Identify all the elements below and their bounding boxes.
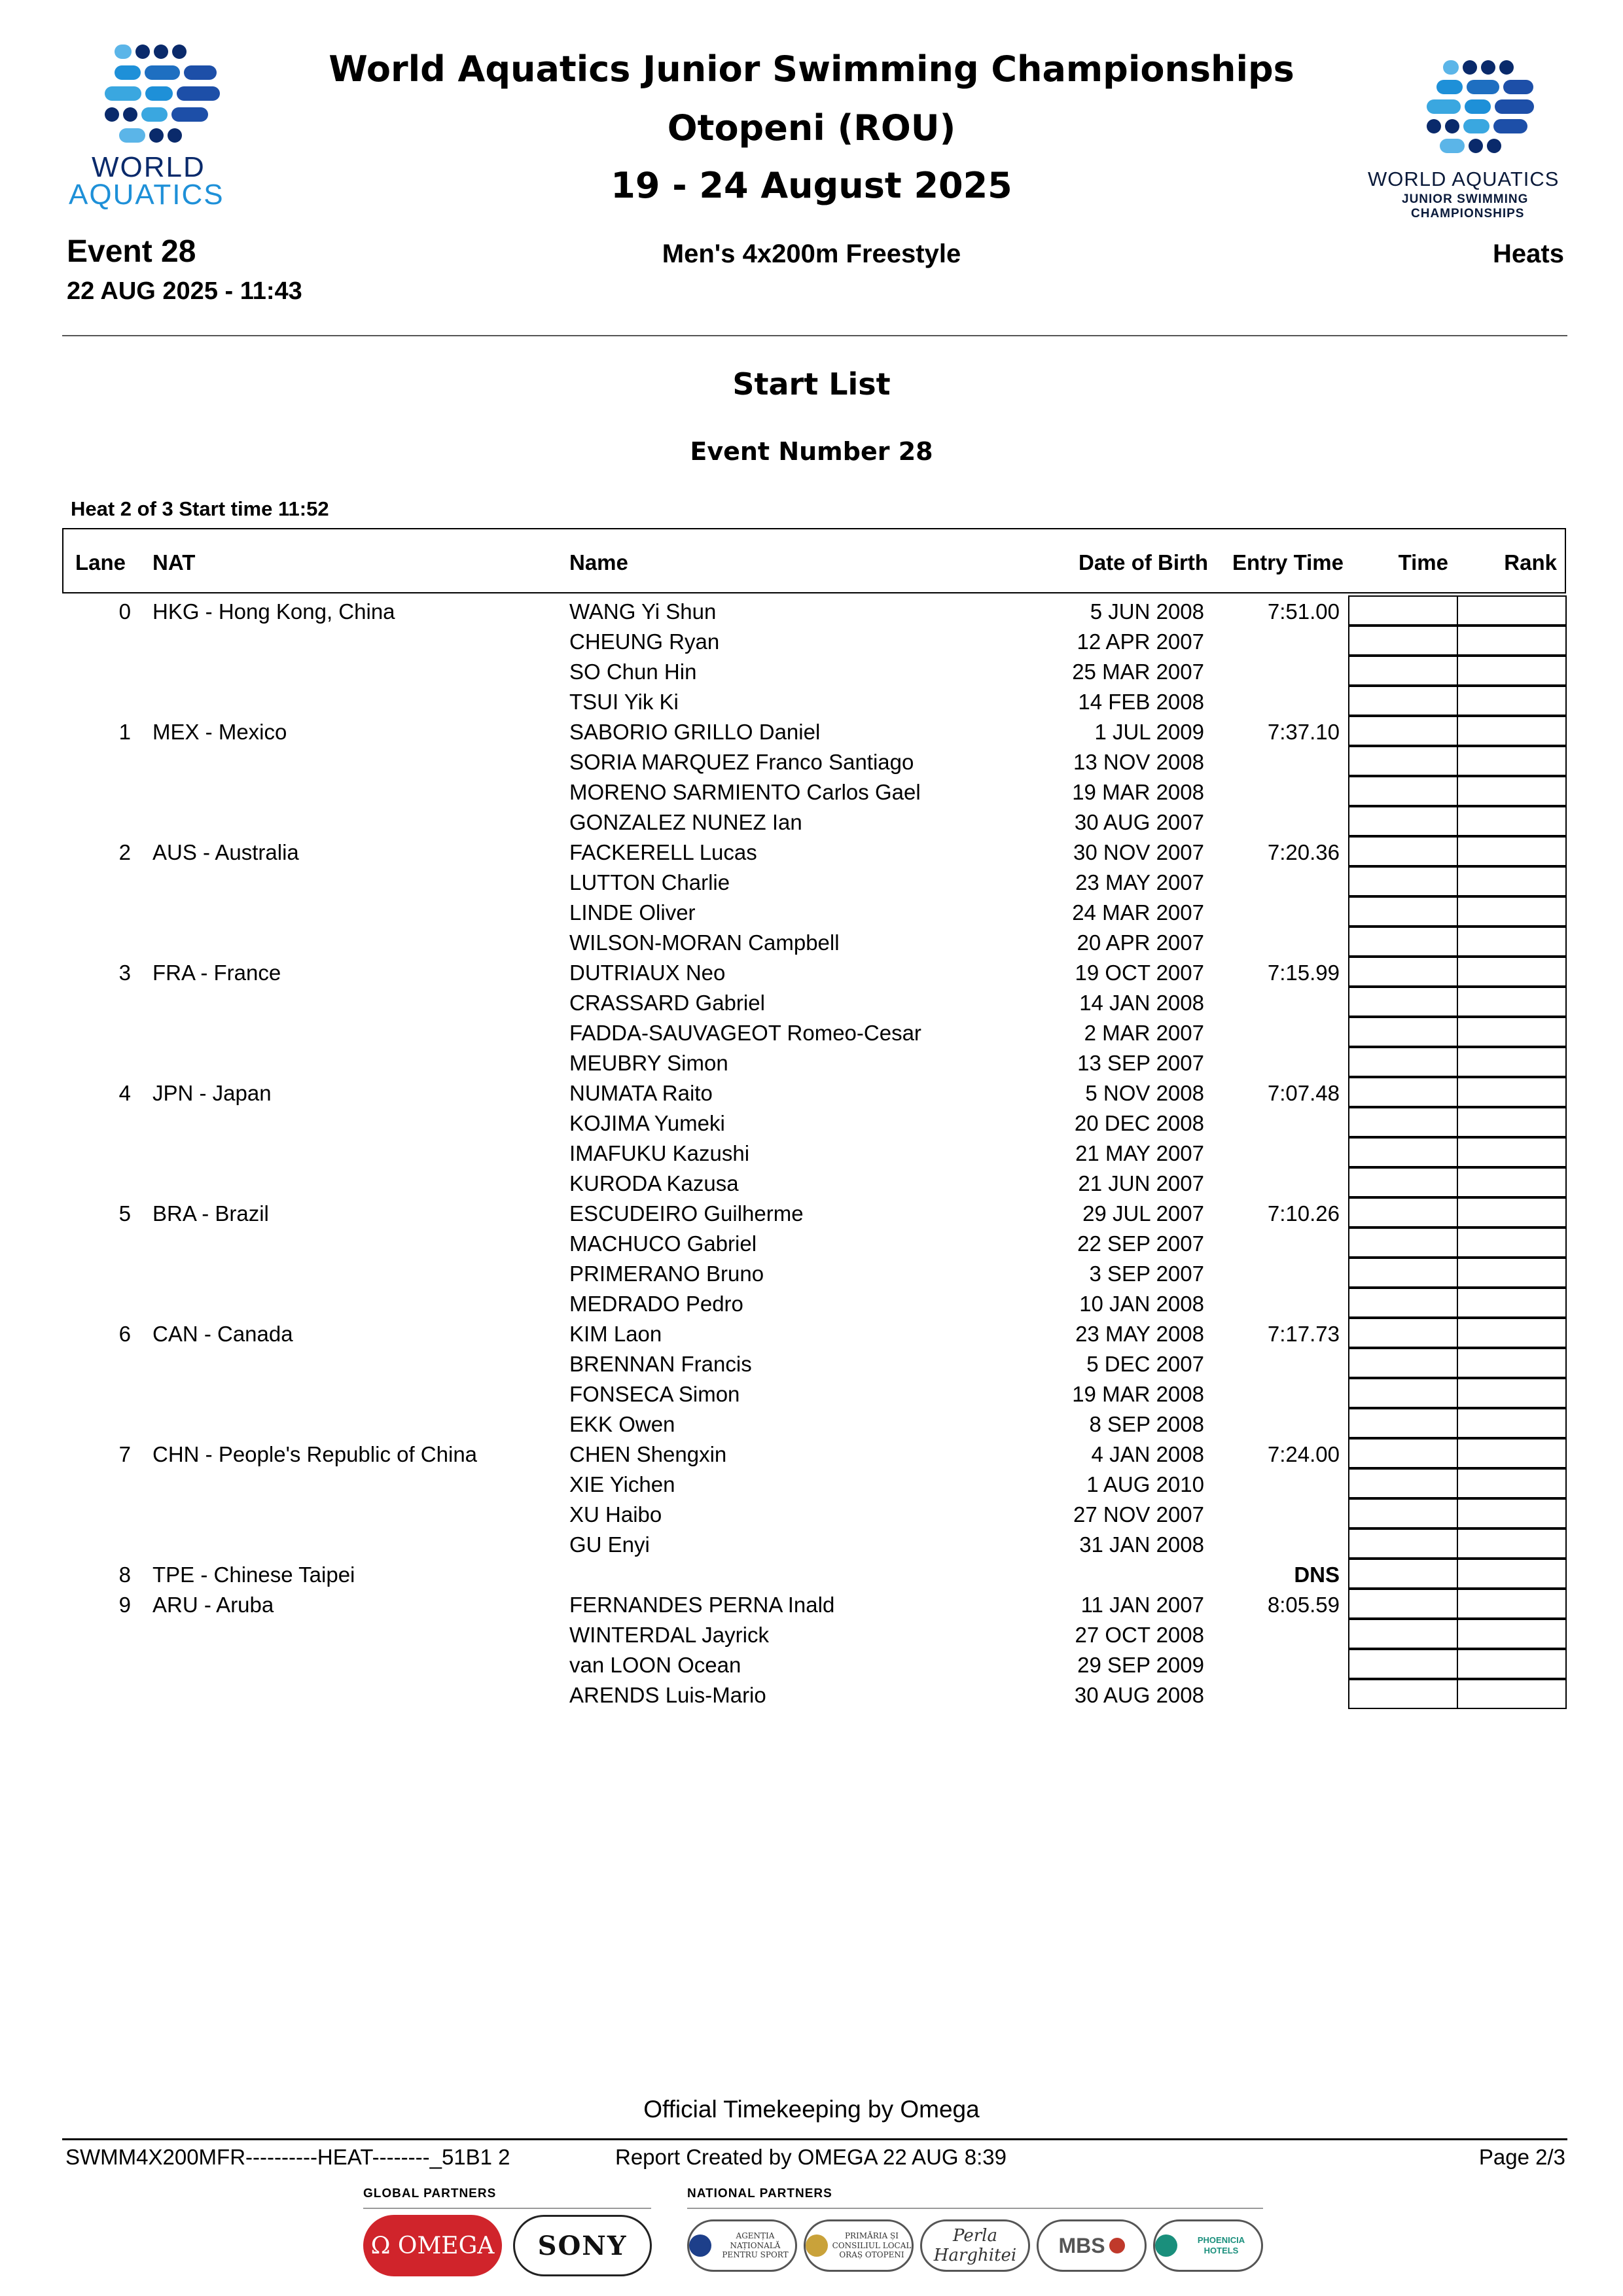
table-row — [0, 1227, 1623, 1258]
time-box — [1348, 927, 1458, 957]
lane-cell: 4 — [118, 1081, 131, 1105]
table-row — [0, 1017, 1623, 1047]
name-cell: NUMATA Raito — [569, 1081, 713, 1105]
table-row — [0, 1258, 1623, 1288]
table-row — [0, 1137, 1623, 1167]
rank-box — [1457, 656, 1567, 686]
name-cell: MEDRADO Pedro — [569, 1292, 743, 1316]
page-number: Page 2/3 — [1478, 2145, 1565, 2169]
time-box — [1348, 1619, 1458, 1649]
table-row — [0, 866, 1623, 896]
name-cell: LINDE Oliver — [569, 900, 696, 925]
table-row — [0, 1468, 1623, 1498]
dob-cell: 10 JAN 2008 — [1079, 1292, 1204, 1316]
perla-harghitei-logo: Perla Harghitei — [920, 2219, 1030, 2272]
name-cell: DUTRIAUX Neo — [569, 961, 726, 985]
dob-cell: 21 JUN 2007 — [1078, 1171, 1204, 1195]
time-box — [1348, 1348, 1458, 1378]
table-row — [0, 1619, 1623, 1649]
rank-box — [1457, 866, 1567, 896]
dob-cell: 29 JUL 2007 — [1082, 1201, 1204, 1226]
time-box — [1348, 1438, 1458, 1468]
table-row — [0, 626, 1623, 656]
rank-box — [1457, 595, 1567, 626]
table-row — [0, 656, 1623, 686]
name-cell: PRIMERANO Bruno — [569, 1262, 764, 1286]
lane-cell: 0 — [118, 599, 131, 624]
rank-box — [1457, 1348, 1567, 1378]
dob-cell: 13 NOV 2008 — [1073, 750, 1204, 774]
omega-logo: Ω OMEGA — [363, 2215, 502, 2276]
name-cell: WANG Yi Shun — [569, 599, 717, 624]
name-cell: SO Chun Hin — [569, 660, 697, 684]
rank-box — [1457, 1077, 1567, 1107]
table-row — [0, 1288, 1623, 1318]
time-box — [1348, 806, 1458, 836]
table-row — [0, 1498, 1623, 1528]
time-box — [1348, 1378, 1458, 1408]
name-cell: CHEUNG Ryan — [569, 629, 720, 654]
time-box — [1348, 1318, 1458, 1348]
time-box — [1348, 1528, 1458, 1559]
entry-time-cell: 7:20.36 — [1267, 840, 1340, 864]
national-partners-label: NATIONAL PARTNERS — [687, 2187, 832, 2200]
phoenicia-mark-icon — [1155, 2234, 1177, 2257]
rank-box — [1457, 957, 1567, 987]
dob-cell: 13 SEP 2007 — [1077, 1051, 1204, 1075]
rank-box — [1457, 626, 1567, 656]
report-created: Report Created by OMEGA 22 AUG 8:39 — [615, 2145, 1007, 2169]
time-box — [1348, 1107, 1458, 1137]
name-cell: GU Enyi — [569, 1532, 650, 1557]
dob-cell: 14 JAN 2008 — [1079, 991, 1204, 1015]
entry-time-cell: 7:15.99 — [1267, 961, 1340, 985]
table-row — [0, 595, 1623, 626]
rank-box — [1457, 1288, 1567, 1318]
name-cell: KIM Laon — [569, 1322, 662, 1346]
nat-cell: TPE - Chinese Taipei — [152, 1563, 355, 1587]
table-row — [0, 1528, 1623, 1559]
name-cell: EKK Owen — [569, 1412, 675, 1436]
dob-cell: 4 JAN 2008 — [1091, 1442, 1204, 1466]
time-box — [1348, 716, 1458, 746]
table-row — [0, 686, 1623, 716]
rank-box — [1457, 1528, 1567, 1559]
time-box — [1348, 626, 1458, 656]
entry-time-cell: 7:17.73 — [1267, 1322, 1340, 1346]
coat-of-arms-icon — [806, 2234, 828, 2257]
table-row — [0, 776, 1623, 806]
name-cell: FERNANDES PERNA Inald — [569, 1593, 835, 1617]
name-cell: SORIA MARQUEZ Franco Santiago — [569, 750, 914, 774]
crest-icon — [689, 2234, 711, 2257]
rank-box — [1457, 1408, 1567, 1438]
dob-cell: 19 MAR 2008 — [1072, 780, 1204, 804]
table-row — [0, 1679, 1623, 1709]
rank-box — [1457, 716, 1567, 746]
heat-info: Heat 2 of 3 Start time 11:52 — [71, 497, 329, 520]
footer-divider — [62, 2138, 1567, 2140]
mbs-mark-icon — [1109, 2238, 1125, 2253]
time-box — [1348, 1077, 1458, 1107]
table-row — [0, 1438, 1623, 1468]
table-row — [0, 1559, 1623, 1589]
nat-cell: CHN - People's Republic of China — [152, 1442, 478, 1466]
rank-box — [1457, 746, 1567, 776]
table-row — [0, 1107, 1623, 1137]
logo-word-world: WORLD — [92, 151, 205, 183]
nat-cell: HKG - Hong Kong, China — [152, 599, 395, 624]
entry-time-cell: 7:37.10 — [1267, 720, 1340, 744]
nat-cell: MEX - Mexico — [152, 720, 287, 744]
entry-time-cell: 7:10.26 — [1267, 1201, 1340, 1226]
name-cell: LUTTON Charlie — [569, 870, 730, 894]
lane-cell: 1 — [118, 720, 131, 744]
time-box — [1348, 1649, 1458, 1679]
table-header — [62, 528, 1566, 593]
dob-cell: 27 NOV 2007 — [1073, 1502, 1204, 1527]
dob-cell: 12 APR 2007 — [1077, 629, 1204, 654]
name-cell: van LOON Ocean — [569, 1653, 741, 1677]
lane-cell: 8 — [118, 1563, 131, 1587]
dob-cell: 31 JAN 2008 — [1079, 1532, 1204, 1557]
dob-cell: 5 JUN 2008 — [1090, 599, 1204, 624]
time-box — [1348, 1258, 1458, 1288]
rank-box — [1457, 1197, 1567, 1227]
dob-cell: 14 FEB 2008 — [1078, 690, 1204, 714]
table-row — [0, 927, 1623, 957]
dob-cell: 5 DEC 2007 — [1086, 1352, 1204, 1376]
entry-time-cell: 7:24.00 — [1267, 1442, 1340, 1466]
dob-cell: 19 OCT 2007 — [1075, 961, 1204, 985]
mbs-logo: MBS — [1037, 2219, 1147, 2272]
name-cell: IMAFUKU Kazushi — [569, 1141, 750, 1165]
table-row — [0, 1649, 1623, 1679]
nat-cell: JPN - Japan — [152, 1081, 272, 1105]
national-sport-agency-logo: AGENȚIA NAȚIONALĂ PENTRU SPORT — [687, 2219, 797, 2272]
name-cell: XU Haibo — [569, 1502, 662, 1527]
dob-cell: 8 SEP 2008 — [1089, 1412, 1204, 1436]
rank-box — [1457, 1167, 1567, 1197]
global-partners-rule — [363, 2208, 651, 2209]
dob-cell: 1 AUG 2010 — [1086, 1472, 1204, 1496]
table-row — [0, 806, 1623, 836]
col-dob: Date of Birth — [1079, 550, 1208, 574]
section-title: Start List — [732, 366, 891, 402]
logo-right-line1: WORLD AQUATICS — [1368, 168, 1560, 190]
event-datetime: 22 AUG 2025 - 11:43 — [67, 277, 302, 305]
dates-title: 19 - 24 August 2025 — [611, 165, 1012, 206]
rank-box — [1457, 927, 1567, 957]
otopeni-council-logo: PRIMĂRIA ȘI CONSILIUL LOCAL ORAȘ OTOPENI — [804, 2219, 914, 2272]
col-rank: Rank — [1504, 550, 1557, 574]
name-cell: GONZALEZ NUNEZ Ian — [569, 810, 802, 834]
name-cell: WILSON-MORAN Campbell — [569, 930, 840, 955]
logo-right-line2: JUNIOR SWIMMING — [1402, 192, 1529, 206]
event-label: Event 28 — [67, 234, 196, 269]
table-row — [0, 1047, 1623, 1077]
dob-cell: 30 NOV 2007 — [1073, 840, 1204, 864]
dob-cell: 5 NOV 2008 — [1085, 1081, 1204, 1105]
global-partners-label: GLOBAL PARTNERS — [363, 2187, 497, 2200]
rank-box — [1457, 1438, 1567, 1468]
time-box — [1348, 1017, 1458, 1047]
table-row — [0, 1348, 1623, 1378]
nat-cell: ARU - Aruba — [152, 1593, 274, 1617]
table-row — [0, 1197, 1623, 1227]
event-number: Event Number 28 — [690, 437, 933, 466]
event-phase: Heats — [1493, 239, 1564, 268]
dob-cell: 29 SEP 2009 — [1077, 1653, 1204, 1677]
table-row — [0, 1167, 1623, 1197]
name-cell: KOJIMA Yumeki — [569, 1111, 725, 1135]
time-box — [1348, 1679, 1458, 1709]
name-cell: TSUI Yik Ki — [569, 690, 679, 714]
dob-cell: 25 MAR 2007 — [1072, 660, 1204, 684]
time-box — [1348, 1137, 1458, 1167]
dob-cell: 3 SEP 2007 — [1089, 1262, 1204, 1286]
time-box — [1348, 896, 1458, 927]
name-cell: FONSECA Simon — [569, 1382, 740, 1406]
entry-time-cell: 8:05.59 — [1267, 1593, 1340, 1617]
time-box — [1348, 1047, 1458, 1077]
name-cell: BRENNAN Francis — [569, 1352, 752, 1376]
col-time: Time — [1398, 550, 1448, 574]
time-box — [1348, 656, 1458, 686]
dob-cell: 24 MAR 2007 — [1072, 900, 1204, 925]
col-lane: Lane — [75, 550, 126, 574]
dob-cell: 2 MAR 2007 — [1084, 1021, 1204, 1045]
dob-cell: 20 APR 2007 — [1077, 930, 1204, 955]
dob-cell: 20 DEC 2008 — [1074, 1111, 1204, 1135]
lane-cell: 3 — [118, 961, 131, 985]
name-cell: MORENO SARMIENTO Carlos Gael — [569, 780, 921, 804]
table-row — [0, 987, 1623, 1017]
rank-box — [1457, 1227, 1567, 1258]
entry-time-cell: 7:51.00 — [1267, 599, 1340, 624]
entry-time-cell: 7:07.48 — [1267, 1081, 1340, 1105]
header-divider — [62, 335, 1567, 336]
time-box — [1348, 836, 1458, 866]
col-entry-time: Entry Time — [1232, 550, 1344, 574]
time-box — [1348, 1468, 1458, 1498]
time-box — [1348, 746, 1458, 776]
rank-box — [1457, 1047, 1567, 1077]
sony-logo: SONY — [513, 2215, 652, 2276]
time-box — [1348, 776, 1458, 806]
dob-cell: 22 SEP 2007 — [1077, 1231, 1204, 1256]
rank-box — [1457, 896, 1567, 927]
name-cell: ESCUDEIRO Guilherme — [569, 1201, 804, 1226]
name-cell: ARENDS Luis-Mario — [569, 1683, 766, 1707]
logo-word-aquatics: AQUATICS — [69, 179, 224, 211]
time-box — [1348, 686, 1458, 716]
nat-cell: BRA - Brazil — [152, 1201, 269, 1226]
rank-box — [1457, 776, 1567, 806]
lane-cell: 2 — [118, 840, 131, 864]
name-cell: CHEN Shengxin — [569, 1442, 727, 1466]
time-box — [1348, 1589, 1458, 1619]
table-row — [0, 896, 1623, 927]
name-cell: SABORIO GRILLO Daniel — [569, 720, 821, 744]
time-box — [1348, 1408, 1458, 1438]
time-box — [1348, 1197, 1458, 1227]
rank-box — [1457, 1107, 1567, 1137]
table-row — [0, 746, 1623, 776]
venue-title: Otopeni (ROU) — [667, 107, 956, 149]
name-cell: WINTERDAL Jayrick — [569, 1623, 769, 1647]
table-row — [0, 957, 1623, 987]
dob-cell: 23 MAY 2007 — [1075, 870, 1204, 894]
rank-box — [1457, 1498, 1567, 1528]
table-row — [0, 836, 1623, 866]
rank-box — [1457, 1318, 1567, 1348]
dob-cell: 30 AUG 2008 — [1074, 1683, 1204, 1707]
nat-cell: AUS - Australia — [152, 840, 299, 864]
rank-box — [1457, 1649, 1567, 1679]
dob-cell: 11 JAN 2007 — [1080, 1593, 1204, 1617]
rank-box — [1457, 1378, 1567, 1408]
table-row — [0, 1408, 1623, 1438]
phoenicia-hotels-logo: PHOENICIA HOTELS — [1153, 2219, 1263, 2272]
time-box — [1348, 1288, 1458, 1318]
time-box — [1348, 1559, 1458, 1589]
table-row — [0, 1589, 1623, 1619]
rank-box — [1457, 806, 1567, 836]
time-box — [1348, 1498, 1458, 1528]
rank-box — [1457, 1589, 1567, 1619]
logo-right-line3: CHAMPIONSHIPS — [1411, 207, 1525, 221]
dob-cell: 30 AUG 2007 — [1074, 810, 1204, 834]
name-cell: KURODA Kazusa — [569, 1171, 739, 1195]
table-row — [0, 1318, 1623, 1348]
time-box — [1348, 1227, 1458, 1258]
lane-cell: 9 — [118, 1593, 131, 1617]
time-box — [1348, 866, 1458, 896]
time-box — [1348, 595, 1458, 626]
report-code: SWMM4X200MFR----------HEAT--------_51B1 2 — [65, 2145, 510, 2169]
championship-title: World Aquatics Junior Swimming Championships — [329, 48, 1294, 90]
national-partners-rule — [687, 2208, 1263, 2209]
lane-cell: 5 — [118, 1201, 131, 1226]
name-cell: FADDA-SAUVAGEOT Romeo-Cesar — [569, 1021, 921, 1045]
rank-box — [1457, 1137, 1567, 1167]
dob-cell: 27 OCT 2008 — [1075, 1623, 1204, 1647]
timekeeping-note: Official Timekeeping by Omega — [643, 2096, 980, 2123]
rank-box — [1457, 1258, 1567, 1288]
table-row — [0, 716, 1623, 746]
nat-cell: CAN - Canada — [152, 1322, 293, 1346]
nat-cell: FRA - France — [152, 961, 281, 985]
table-row — [0, 1378, 1623, 1408]
col-nat: NAT — [152, 550, 196, 574]
name-cell: MEUBRY Simon — [569, 1051, 728, 1075]
rank-box — [1457, 1559, 1567, 1589]
event-name: Men's 4x200m Freestyle — [662, 239, 961, 268]
name-cell: MACHUCO Gabriel — [569, 1231, 757, 1256]
dob-cell: 21 MAY 2007 — [1075, 1141, 1204, 1165]
dob-cell: 1 JUL 2009 — [1094, 720, 1204, 744]
rank-box — [1457, 1679, 1567, 1709]
entry-time-cell: DNS — [1294, 1563, 1340, 1587]
rank-box — [1457, 1017, 1567, 1047]
rank-box — [1457, 987, 1567, 1017]
rank-box — [1457, 836, 1567, 866]
lane-cell: 7 — [118, 1442, 131, 1466]
col-name: Name — [569, 550, 628, 574]
table-row — [0, 1077, 1623, 1107]
time-box — [1348, 1167, 1458, 1197]
rank-box — [1457, 686, 1567, 716]
dob-cell: 23 MAY 2008 — [1075, 1322, 1204, 1346]
lane-cell: 6 — [118, 1322, 131, 1346]
time-box — [1348, 957, 1458, 987]
name-cell: FACKERELL Lucas — [569, 840, 757, 864]
time-box — [1348, 987, 1458, 1017]
rank-box — [1457, 1468, 1567, 1498]
name-cell: CRASSARD Gabriel — [569, 991, 765, 1015]
rank-box — [1457, 1619, 1567, 1649]
name-cell: XIE Yichen — [569, 1472, 675, 1496]
dob-cell: 19 MAR 2008 — [1072, 1382, 1204, 1406]
